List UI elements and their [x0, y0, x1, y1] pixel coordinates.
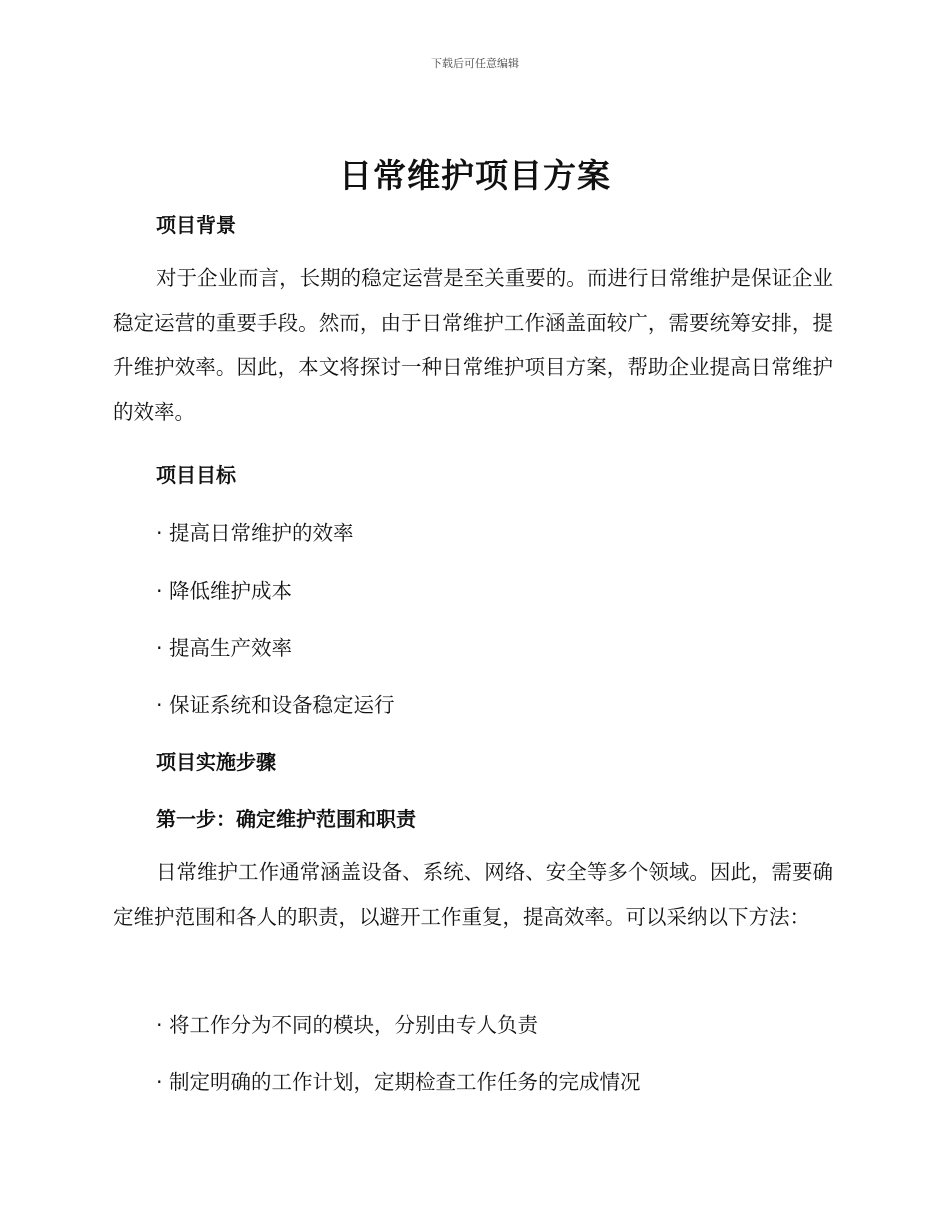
background-paragraph: 对于企业而言，长期的稳定运营是至关重要的。而进行日常维护是保证企业稳定运营的重要手段。然而，由于日常维护工作涵盖面较广，需要统筹安排，提升维护效率。因此，本文将探讨一种日常维护项目方案，帮助企业提高日常维护的效率。 — [113, 266, 833, 424]
section-heading-goals: 项目目标 — [156, 463, 236, 487]
section-heading-background: 项目背景 — [156, 213, 236, 237]
goal-item: · 降低维护成本 — [156, 579, 293, 603]
step1-item: · 将工作分为不同的模块，分别由专人负责 — [156, 1013, 539, 1037]
document-title: 日常维护项目方案 — [339, 156, 611, 195]
section-heading-steps: 项目实施步骤 — [156, 750, 276, 774]
step1-item: · 制定明确的工作计划，定期检查工作任务的完成情况 — [156, 1070, 641, 1094]
goal-item: · 保证系统和设备稳定运行 — [156, 693, 395, 717]
goal-item: · 提高生产效率 — [156, 636, 293, 660]
goal-item: · 提高日常维护的效率 — [156, 521, 354, 545]
step1-heading: 第一步：确定维护范围和职责 — [156, 807, 416, 831]
page-header-note: 下载后可任意编辑 — [431, 57, 519, 70]
step1-paragraph: 日常维护工作通常涵盖设备、系统、网络、安全等多个领域。因此，需要确定维护范围和各人的职责，以避开工作重复，提高效率。可以采纳以下方法： — [113, 860, 833, 929]
